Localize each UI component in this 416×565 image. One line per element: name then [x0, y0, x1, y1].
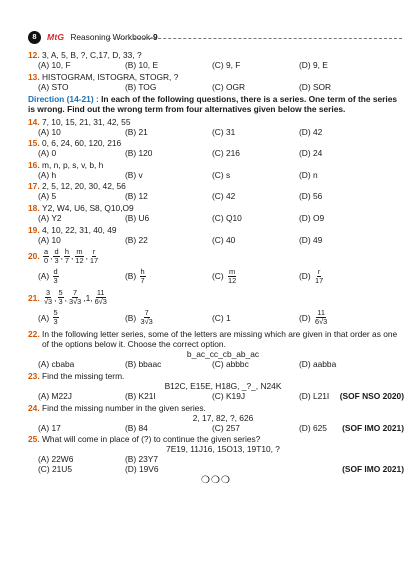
book-title-prefix: Reasoning Workbook — [70, 32, 151, 42]
option-b: (B) TOG — [125, 81, 157, 92]
option-b: (B) 120 — [125, 148, 153, 159]
option-d: (D) 9, E — [299, 60, 328, 70]
option-d: (D) $\frac{r}{17}$ — [299, 266, 324, 285]
question-number: 18. — [28, 202, 40, 213]
direction-text: In each of the following questions, there is a series. One term of the series is wrong. Find out the wrong term from four alternatives given below the series. — [28, 93, 398, 115]
option-a: (A) 10, F — [38, 60, 71, 70]
option-b: (B) bbaac — [125, 359, 162, 370]
option-c: (C) 9, F — [212, 60, 241, 70]
question-17 — [28, 181, 404, 201]
question-number: 23. — [28, 370, 40, 381]
end-of-section-icon: ❍❍❍ — [201, 474, 231, 486]
option-c: (C) 42 — [212, 191, 236, 202]
option-a: (A) 5 — [38, 191, 57, 202]
option-d: (D) O9 — [299, 212, 325, 223]
series-term: $\frac{5}{3}$ — [58, 288, 63, 307]
question-24 — [28, 403, 404, 433]
header-divider — [108, 38, 402, 39]
source-row — [212, 464, 404, 474]
question-15 — [28, 138, 404, 158]
option-c: (C) s — [212, 169, 231, 180]
option-c: (C) 257 — [212, 422, 240, 433]
book-title-suffix: -9 — [150, 32, 158, 42]
question-number: 12. — [28, 50, 40, 60]
question-13 — [28, 72, 404, 92]
option-d: (D) 24 — [299, 148, 323, 159]
question-text: 0, 6, 24, 60, 120, 216 — [42, 138, 122, 149]
series-term: $\frac{7}{3√3}$ — [68, 288, 82, 307]
source-tag: (SOF IMO 2021) — [342, 464, 404, 475]
question-number: 15. — [28, 138, 40, 149]
question-list — [28, 50, 404, 486]
question-22 — [28, 329, 404, 369]
option-b: (B) 22 — [125, 234, 148, 245]
option-d: (D) 625 (SOF IMO 2021) — [299, 422, 404, 433]
option-d: (D) 56 — [299, 191, 323, 202]
series-term: $\frac{11}{6√3}$ — [94, 288, 107, 307]
direction-block — [28, 94, 404, 115]
source-tag: (SOF NSO 2020) — [339, 390, 404, 401]
series-term: $\frac{r}{17}$ — [89, 246, 99, 265]
option-a: (A) cbaba — [38, 359, 75, 370]
page-number-badge: 8 — [28, 31, 41, 44]
question-text: 2, 5, 12, 20, 30, 42, 56 — [42, 181, 126, 192]
question-series: 7E19, 11J16, 15O13, 19T10, ? — [166, 444, 280, 455]
book-title — [70, 32, 157, 42]
option-d: (D) n — [299, 169, 318, 180]
option-c: (C) 21U5 — [38, 464, 72, 475]
option-b: (B) $\frac{7}{3√3}$ — [125, 308, 153, 327]
option-c: (C) OGR — [212, 81, 246, 92]
question-text: Y2, W4, U6, S8, Q10,O9 — [42, 202, 134, 213]
question-23 — [28, 371, 404, 401]
option-c: (C) $\frac{m}{12}$ — [212, 266, 237, 285]
question-number: 22. — [28, 329, 40, 340]
series-term: 1, — [85, 292, 93, 303]
option-d: (D) aabba — [299, 359, 337, 370]
option-c: (C) 1 — [212, 312, 231, 323]
question-number: 16. — [28, 159, 40, 170]
option-d: (D) L21I (SOF NSO 2020) — [299, 390, 404, 401]
option-d: (D) SOR — [299, 81, 332, 92]
question-series: 2, 17, 82, ?, 626 — [192, 412, 254, 423]
option-a: (A) $\frac{d}{3}$ — [38, 266, 58, 285]
option-d: (D) 42 — [299, 126, 323, 137]
option-d: (D) 19V6 — [125, 464, 159, 475]
option-c: (C) 31 — [212, 126, 236, 137]
question-number: 20. — [28, 251, 40, 262]
option-a: (A) 0 — [38, 148, 57, 159]
question-text: Find the missing term. — [42, 370, 125, 381]
option-b: (B) 84 — [125, 422, 148, 433]
option-a: (A) h — [38, 169, 57, 180]
direction-label: Direction (14-21) : — [28, 93, 99, 104]
question-text: In the following letter series, some of the letters are missing which are given in that order as one of the options below it. Choose the correct option. — [42, 329, 398, 350]
option-d: (D) 49 — [299, 234, 323, 245]
option-b: (B) K21I — [125, 390, 156, 401]
option-c: (C) K19J — [212, 390, 246, 401]
question-text: 4, 10, 22, 31, 40, 49 — [42, 224, 117, 235]
question-series: b_ac_cc_cb_ab_ac — [186, 349, 260, 360]
source-tag: (SOF IMO 2021) — [342, 422, 404, 433]
question-12 — [28, 50, 404, 70]
option-a: (A) M22J — [38, 390, 72, 401]
question-16 — [28, 160, 404, 180]
option-b: (B) $\frac{h}{7}$ — [125, 266, 145, 285]
question-text: 3, A, 5, B, ?, C,17, D, 33, ? — [42, 50, 142, 60]
option-a: (A) 17 — [38, 422, 61, 433]
question-text: HISTOGRAM, ISTOGRA, STOGR, ? — [42, 71, 179, 82]
option-c: (C) Q10 — [212, 212, 242, 223]
option-b: (B) 10, E — [125, 60, 159, 70]
option-c: (C) 40 — [212, 234, 236, 245]
series-term: $\frac{m}{12}$ — [75, 246, 84, 265]
question-number: 24. — [28, 402, 40, 413]
series-term: $\frac{3}{√3}$ — [44, 288, 53, 307]
series-term: $\frac{a}{0}$ — [44, 246, 49, 265]
question-number: 21. — [28, 292, 40, 303]
question-number: 14. — [28, 116, 40, 127]
series-term: $\frac{h}{7}$ — [64, 246, 70, 265]
question-25 — [28, 434, 404, 474]
question-number: 17. — [28, 181, 40, 192]
question-text: 7, 10, 15, 21, 31, 42, 55 — [42, 116, 131, 127]
brand-logo: MtG — [47, 32, 65, 42]
question-20: 20. $\frac{a}{0}$ , $\frac{d}{3}$ , $\frac{h}{7}$ , $\frac{m}{12}$ , $\frac{r}{17}$ (A) $\frac{d}{3}$ (B) $\frac{h}{7}$ (C) $\frac{m}{12}$ (D) $\frac{r}{17}$ — [28, 246, 404, 286]
question-text: m, n, p, s, v, b, h — [42, 159, 104, 170]
option-a: (A) 22W6 — [38, 454, 74, 465]
series-term: $\frac{d}{3}$ — [54, 246, 59, 265]
option-a: (A) $\frac{5}{3}$ — [38, 308, 58, 327]
question-19 — [28, 225, 404, 245]
page-header — [28, 30, 158, 44]
question-18 — [28, 203, 404, 223]
question-21: 21. $\frac{3}{√3}$ , $\frac{5}{3}$ , $\frac{7}{3√3}$ , 1, $\frac{11}{6√3}$ (A) $\frac{5}{3}$ (B) $\frac{7}{3√3}$ (C) 1 (D) $\frac{11}{6√3}$ — [28, 288, 404, 328]
option-d: (D) $\frac{11}{6√3}$ — [299, 308, 328, 327]
option-b: (B) 12 — [125, 191, 148, 202]
question-14 — [28, 117, 404, 137]
option-a: (A) STO — [38, 81, 69, 92]
option-c: (C) abbbc — [212, 359, 249, 370]
option-a: (A) Y2 — [38, 212, 62, 223]
question-series: B12C, E15E, H18G, _?_, N24K — [164, 380, 282, 391]
question-number: 13. — [28, 71, 40, 82]
option-b: (B) v — [125, 169, 143, 180]
option-b: (B) U6 — [125, 212, 150, 223]
option-a: (A) 10 — [38, 126, 61, 137]
option-c: (C) 216 — [212, 148, 240, 159]
option-a: (A) 10 — [38, 234, 61, 245]
question-number: 25. — [28, 434, 40, 445]
question-text: What will come in place of (?) to continue the given series? — [42, 434, 261, 445]
question-text: Find the missing number in the given series. — [42, 402, 206, 413]
option-b: (B) 23Y7 — [125, 454, 159, 465]
question-number: 19. — [28, 224, 40, 235]
option-b: (B) 21 — [125, 126, 148, 137]
